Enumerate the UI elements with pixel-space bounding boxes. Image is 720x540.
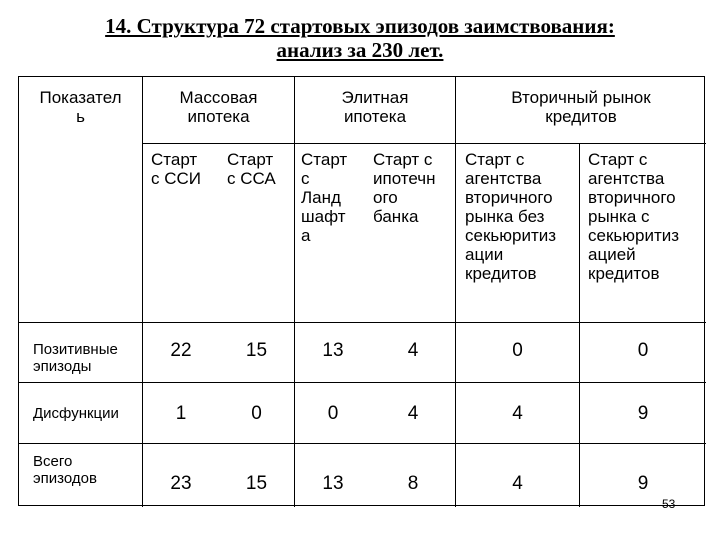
- table-divider: [19, 382, 706, 383]
- subheader-ssi: Старт с ССИ: [151, 150, 201, 188]
- table-cell: 9: [637, 473, 649, 494]
- subheader-ssa: Старт с ССА: [227, 150, 276, 188]
- group-header-elite-mortgage: Элитная ипотека: [341, 88, 409, 126]
- indicator-column-header: Показател ь: [39, 88, 122, 126]
- group-header-mass-mortgage: Массовая ипотека: [179, 88, 258, 126]
- slide-title: [0, 14, 720, 62]
- table-cell: 15: [245, 340, 268, 361]
- table-cell: 13: [322, 340, 344, 361]
- table-divider: [19, 322, 706, 323]
- page-number: 53: [662, 497, 676, 511]
- subheader-landshaft: Старт с Ланд шафт а: [301, 150, 348, 245]
- table-cell: 9: [637, 403, 649, 424]
- table-cell: 0: [251, 403, 262, 424]
- row-label-dysfunctions: Дисфункции: [33, 405, 119, 422]
- slide-title-line-2: анализ за 230 лет.: [276, 38, 444, 62]
- row-label-positive: Позитивные эпизоды: [33, 341, 118, 375]
- subheader-agency-no-securitization: Старт с агентства вторичного рынка без секьюритиз ации кредитов: [465, 150, 557, 283]
- table-cell: 4: [512, 473, 523, 494]
- table-cell: 23: [170, 473, 192, 494]
- table-cell: 4: [407, 340, 419, 361]
- subheader-agency-with-securitization: Старт с агентства вторичного рынка с секьюритиз ацией кредитов: [588, 150, 680, 283]
- table-divider: [142, 143, 706, 144]
- table-cell: 4: [407, 403, 419, 424]
- table-cell: 15: [245, 473, 268, 494]
- table-cell: 0: [327, 403, 339, 424]
- table-cell: 4: [512, 403, 523, 424]
- table-cell: 1: [175, 403, 187, 424]
- table-cell: 22: [170, 340, 192, 361]
- table-cell: 0: [637, 340, 649, 361]
- row-label-total: Всего эпизодов: [33, 453, 97, 487]
- table-cell: 0: [512, 340, 523, 361]
- group-header-secondary-market: Вторичный рынок кредитов: [511, 88, 651, 126]
- table-divider: [19, 443, 706, 444]
- table-divider: [579, 143, 580, 507]
- slide-title-line-1: 14. Структура 72 стартовых эпизодов заимствования:: [105, 14, 615, 38]
- data-table: [18, 76, 705, 506]
- table-cell: 13: [322, 473, 344, 494]
- subheader-mortgage-bank: Старт с ипотечн ого банка: [373, 150, 436, 226]
- table-cell: 8: [407, 473, 419, 494]
